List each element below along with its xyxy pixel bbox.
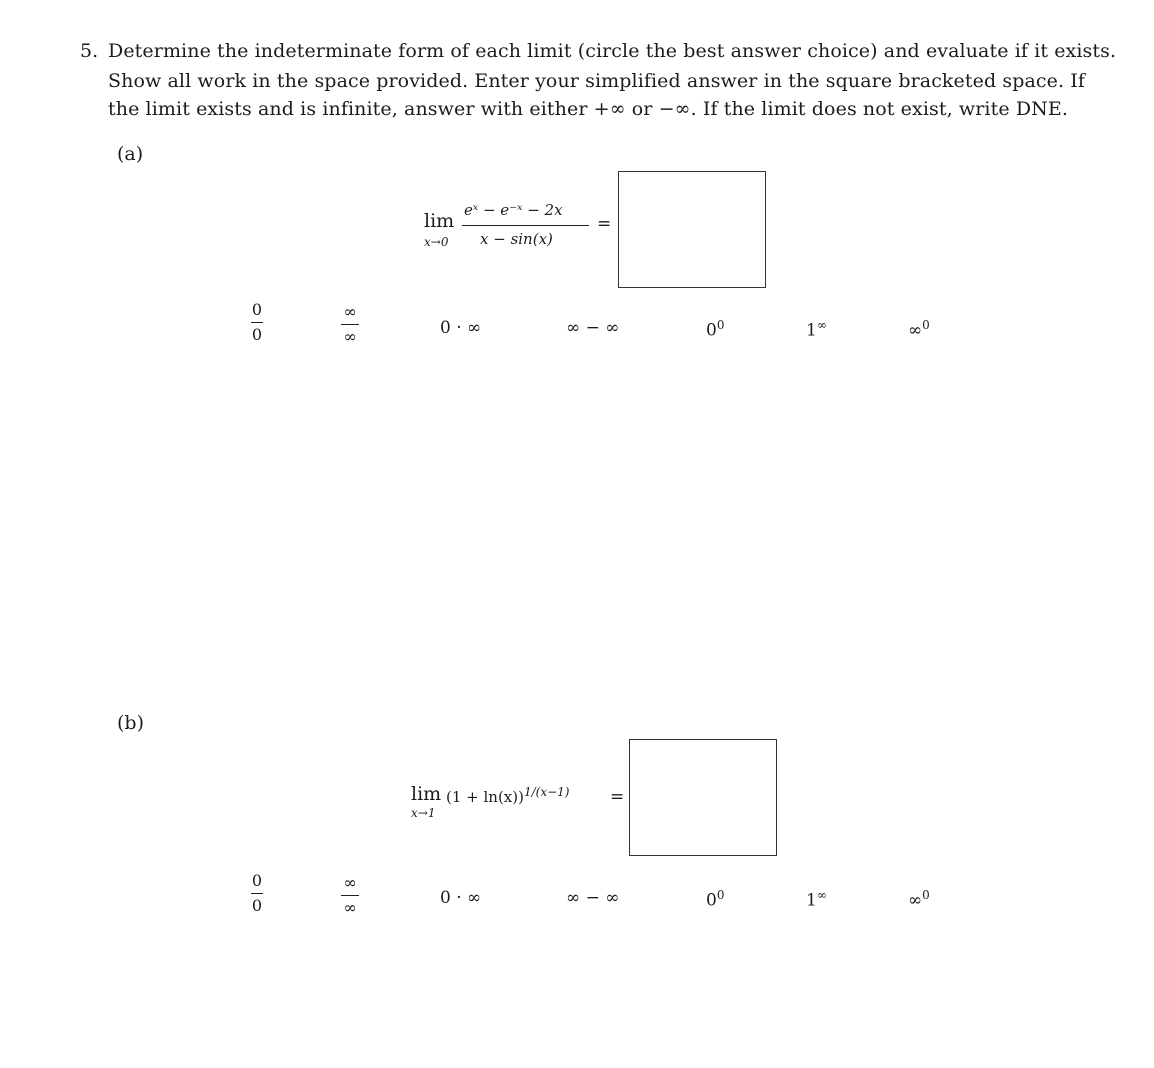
part-a-choice-zero-times-inf[interactable]: 0 · ∞ bbox=[440, 318, 482, 338]
part-b-choice-inf-pow-zero[interactable] bbox=[908, 888, 930, 911]
choice-base: 0 bbox=[706, 890, 717, 911]
part-a-choice-one-pow-inf[interactable] bbox=[806, 318, 827, 341]
choice-numerator: ∞ bbox=[343, 302, 357, 321]
choice-base: ∞ bbox=[908, 890, 923, 911]
part-b-exponent: 1/(x−1) bbox=[523, 785, 570, 799]
choice-exponent: 0 bbox=[922, 318, 930, 332]
part-b-answer-box[interactable] bbox=[629, 739, 777, 856]
part-a-choice-inf-pow-zero[interactable] bbox=[908, 318, 930, 341]
choice-denominator: ∞ bbox=[343, 327, 357, 347]
problem-number: 5. bbox=[80, 40, 99, 62]
choice-base: ∞ bbox=[908, 320, 923, 341]
choice-base: 0 bbox=[706, 320, 717, 341]
part-a-numerator: eˣ − e⁻ˣ − 2x bbox=[464, 201, 563, 219]
part-b-choice-one-pow-inf[interactable] bbox=[806, 888, 827, 911]
choice-numerator: 0 bbox=[251, 300, 263, 319]
choice-fraction-bar bbox=[251, 893, 263, 894]
choice-exponent: ∞ bbox=[816, 888, 827, 902]
choice-numerator: 0 bbox=[251, 871, 263, 890]
choice-numerator: ∞ bbox=[343, 873, 357, 892]
part-a-lim-subscript: x→0 bbox=[424, 235, 449, 249]
part-b-choice-inf-over-inf[interactable] bbox=[338, 875, 362, 916]
part-b-choice-inf-minus-inf[interactable]: ∞ − ∞ bbox=[566, 888, 620, 908]
choice-denominator: 0 bbox=[251, 325, 263, 345]
choice-fraction-bar bbox=[341, 324, 359, 325]
part-b-label: (b) bbox=[117, 712, 144, 734]
choice-exponent: 0 bbox=[716, 888, 725, 902]
choice-fraction-bar bbox=[341, 895, 359, 896]
choice-denominator: 0 bbox=[251, 896, 263, 916]
part-b-choice-zero-pow-zero[interactable] bbox=[706, 888, 724, 911]
choice-base: 1 bbox=[806, 320, 817, 341]
part-b-choice-zero-times-inf[interactable]: 0 · ∞ bbox=[440, 888, 482, 908]
part-a-denominator: x − sin(x) bbox=[480, 230, 553, 248]
part-a-choice-inf-over-inf[interactable] bbox=[338, 304, 362, 345]
part-a-lim-word: lim bbox=[424, 210, 455, 232]
choice-fraction-bar bbox=[251, 322, 263, 323]
choice-denominator: ∞ bbox=[343, 898, 357, 918]
instruction-line-2: Show all work in the space provided. Enter your simplified answer in the square bracketed space. If bbox=[108, 70, 1086, 92]
instruction-line-1: Determine the indeterminate form of each limit (circle the best answer choice) and evaluate if it exists. bbox=[108, 40, 1117, 62]
instruction-line-3: the limit exists and is infinite, answer with either +∞ or −∞. If the limit does not exist, write DNE. bbox=[108, 98, 1068, 120]
part-b-lim-word: lim bbox=[411, 783, 442, 805]
part-b-base: (1 + ln(x)) bbox=[446, 788, 524, 806]
part-a-choice-zero-pow-zero[interactable] bbox=[706, 318, 724, 341]
part-b-expression bbox=[446, 785, 569, 806]
part-a-fraction-bar bbox=[462, 225, 589, 226]
part-a-equals: = bbox=[597, 214, 612, 234]
part-a-label: (a) bbox=[117, 143, 144, 165]
part-b-lim-subscript: x→1 bbox=[411, 806, 436, 820]
choice-exponent: ∞ bbox=[816, 318, 827, 332]
choice-exponent: 0 bbox=[716, 318, 725, 332]
part-a-choice-inf-minus-inf[interactable]: ∞ − ∞ bbox=[566, 318, 620, 338]
part-b-equals: = bbox=[610, 787, 625, 807]
choice-base: 1 bbox=[806, 890, 817, 911]
part-b-choice-zero-over-zero[interactable] bbox=[248, 873, 266, 914]
part-a-choice-zero-over-zero[interactable] bbox=[248, 302, 266, 343]
part-a-answer-box[interactable] bbox=[618, 171, 766, 288]
choice-exponent: 0 bbox=[922, 888, 930, 902]
